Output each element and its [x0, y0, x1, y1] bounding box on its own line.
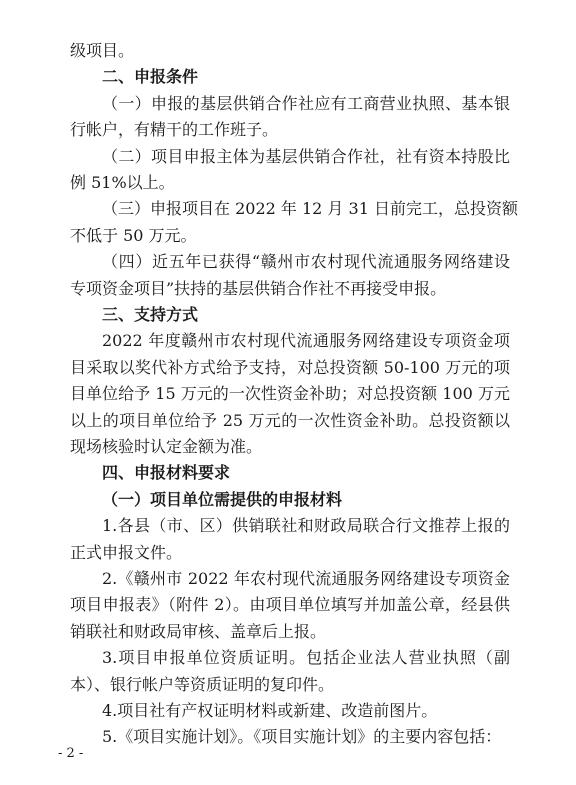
subsection-heading: （一）项目单位需提供的申报材料 [102, 489, 343, 509]
text-line: 以上的项目单位给予 25 万元的一次性资金补助。总投资额以 [70, 410, 510, 430]
text-line: 目单位给予 15 万元的一次性资金补助；对总投资额 100 万元 [70, 384, 510, 404]
text-line: 目采取以奖代补方式给予支持，对总投资额 50-100 万元的项 [70, 357, 510, 377]
text-line: （二）项目申报主体为基层供销合作社，社有资本持股比 [102, 146, 510, 166]
text-line: 例 51%以上。 [70, 173, 175, 192]
text-line: 不低于 50 万元。 [70, 225, 197, 245]
text-line: 4.项目社有产权证明材料或新建、改造前图片。 [102, 701, 438, 720]
text-line: 销联社和财政局审核、盖章后上报。 [70, 621, 327, 641]
text-line: 级项目。 [70, 41, 135, 60]
text-line: 本）、银行帐户等资质证明的复印件。 [70, 674, 335, 694]
text-line: 3.项目申报单位资质证明。包括企业法人营业执照（副 [102, 648, 510, 668]
text-line: （四）近五年已获得“赣州市农村现代流通服务网络建设 [102, 252, 510, 272]
text-line: 2.《赣州市 2022 年农村现代流通服务网络建设专项资金 [102, 569, 510, 588]
text-line: （三）申报项目在 2022 年 12 月 31 日前完工，总投资额 [102, 199, 518, 219]
text-line: 2022 年度赣州市农村现代流通服务网络建设专项资金项 [102, 331, 510, 351]
text-line: 1.各县（市、区）供销联社和财政局联合行文推荐上报的 [102, 516, 510, 536]
text-line: 项目申报表》（附件 2）。由项目单位填写并加盖公章，经县供 [70, 595, 510, 615]
page-number: - 2 - [58, 746, 84, 761]
text-line: 5.《项目实施计划》。《项目实施计划》的主要内容包括： [102, 727, 502, 747]
text-line: 现场核验时认定金额为准。 [70, 437, 263, 456]
text-line: 正式申报文件。 [70, 542, 183, 562]
section-heading: 二、申报条件 [102, 67, 199, 87]
text-line: 专项资金项目”扶持的基层供销合作社不再接受申报。 [70, 278, 447, 298]
text-line: （一）申报的基层供销合作社应有工商营业执照、基本银 [102, 93, 510, 113]
section-heading: 四、申报材料要求 [102, 463, 231, 483]
text-line: 行帐户，有精干的工作班子。 [70, 120, 279, 140]
section-heading: 三、支持方式 [102, 305, 199, 324]
